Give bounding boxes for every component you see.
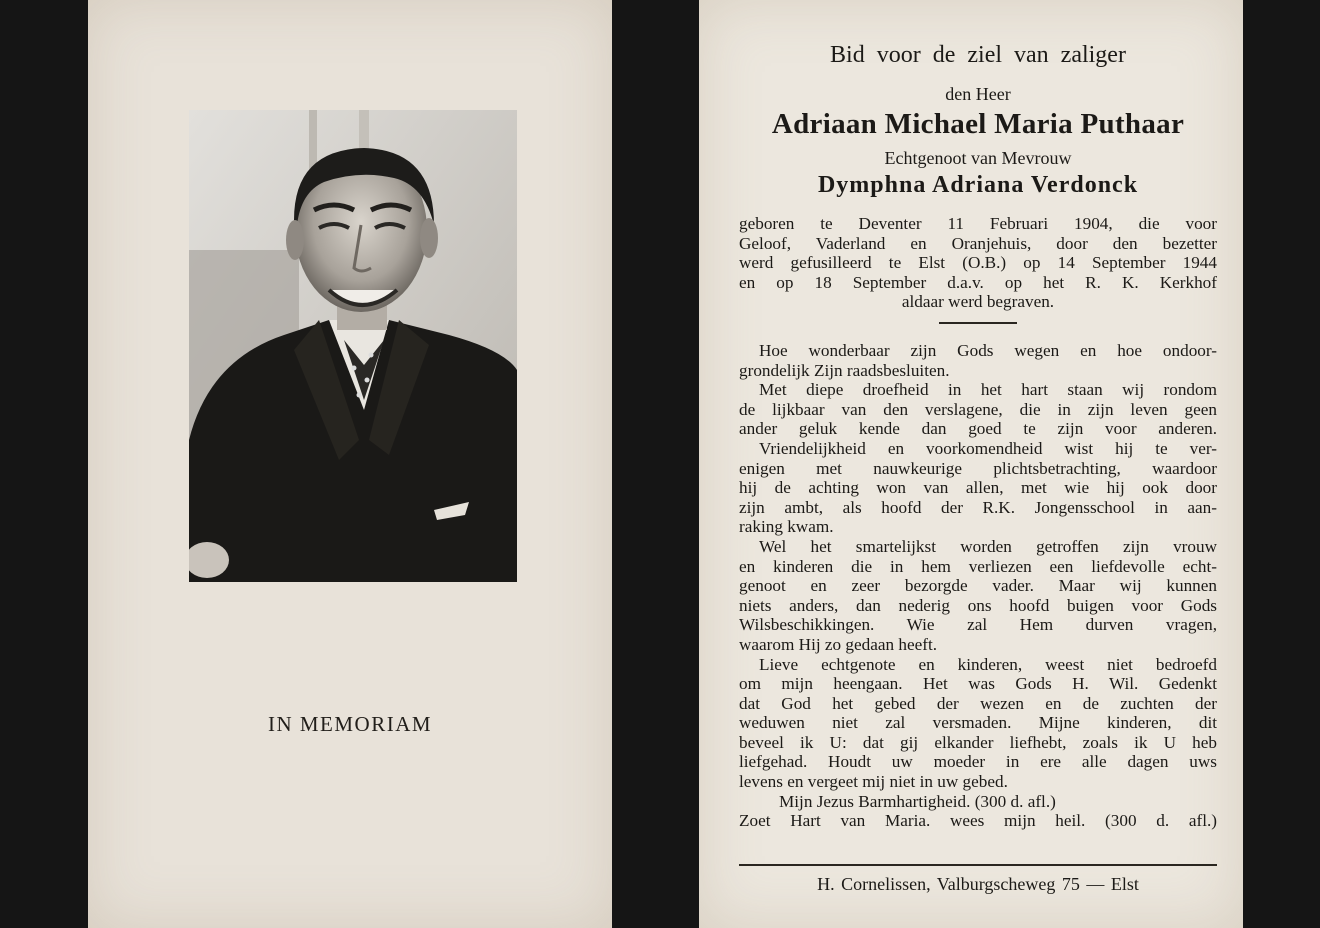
eulogy-line: ander geluk kende dan goed te zijn voor anderen. — [739, 419, 1217, 439]
spouse-name: Dymphna Adriana Verdonck — [817, 172, 1139, 198]
deceased-name: Adriaan Michael Maria Puthaar — [771, 108, 1185, 140]
eulogy-line: om mijn heengaan. Het was Gods H. Wil. Gedenkt — [739, 674, 1217, 694]
eulogy-line: Wilsbeschikkingen. Wie zal Hem durven vragen, — [739, 615, 1217, 635]
eulogy-line: Met diepe droefheid in het hart staan wij rondom — [759, 380, 1217, 400]
prayer-line: Mijn Jezus Barmhartigheid. (300 d. afl.) — [779, 791, 1056, 811]
eulogy-line: raking kwam. — [739, 517, 834, 537]
eulogy-line: Vriendelijkheid en voorkomendheid wist hij te ver- — [759, 438, 1217, 458]
printer-credit: H. Cornelissen, Valburgscheweg 75 — Elst — [817, 874, 1139, 894]
prayer-line: Zoet Hart van Maria. wees mijn heil. (300 d. afl.) — [739, 811, 1217, 831]
eulogy-line: Wel het smartelijkst worden getroffen zijn vrouw — [759, 536, 1217, 556]
eulogy-line: en kinderen die in hem verliezen een liefdevolle echt- — [739, 556, 1217, 576]
portrait-photo — [189, 110, 517, 582]
eulogy-line: Lieve echtgenote en kinderen, weest niet bedroefd — [759, 654, 1217, 674]
eulogy-line: niets anders, dan nederig ons hoofd buigen voor Gods — [739, 595, 1217, 615]
eulogy-line: weduwen niet zal versmaden. Mijne kinderen, dit — [739, 713, 1217, 733]
footer-divider — [739, 864, 1217, 866]
biography — [739, 214, 1217, 312]
eulogy-line: enigen met nauwkeurige plichtsbetrachting, waardoor — [739, 458, 1217, 478]
eulogy-line: dat God het gebed der wezen en de zuchten der — [739, 693, 1217, 713]
eulogy-line: genoot en zeer bezorgde vader. Maar wij kunnen — [739, 576, 1217, 596]
eulogy-line: zijn ambt, als hoofd der R.K. Jongensschool in aan- — [739, 497, 1217, 517]
eulogy-text — [739, 341, 1217, 831]
prayer-heading: Bid voor de ziel van zaliger — [830, 42, 1126, 68]
eulogy-line: levens en vergeet mij niet in uw gebed. — [739, 772, 1008, 792]
bio-line: aldaar werd begraven. — [901, 292, 1055, 312]
honorific: den Heer — [945, 84, 1011, 104]
eulogy-line: Hoe wonderbaar zijn Gods wegen en hoe ondoor- — [759, 341, 1217, 360]
eulogy-line: waarom Hij zo gedaan heeft. — [739, 634, 938, 654]
eulogy-line: hij de achting won van allen, met wie hij ook door — [739, 478, 1217, 498]
divider — [939, 322, 1017, 324]
eulogy-line: beveel ik U: dat gij elkander liefhebt, zoals ik U heb — [739, 732, 1217, 752]
portrait-image — [189, 110, 517, 582]
bio-line: werd gefusilleerd te Elst (O.B.) op 14 September 1944 — [739, 253, 1217, 273]
eulogy-line: grondelijk Zijn raadsbesluiten. — [739, 360, 950, 380]
bio-line: Geloof, Vaderland en Oranjehuis, door den bezetter — [739, 233, 1217, 253]
bio-line: en op 18 September d.a.v. op het R. K. Kerkhof — [739, 272, 1217, 292]
memorial-card-text — [699, 0, 1243, 928]
in-memoriam-title: IN MEMORIAM — [267, 712, 433, 736]
spouse-label: Echtgenoot van Mevrouw — [884, 148, 1072, 168]
eulogy-line: liefgehad. Houdt uw moeder in ere alle dagen uws — [739, 752, 1217, 772]
bio-line: geboren te Deventer 11 Februari 1904, die voor — [739, 214, 1217, 233]
eulogy-line: de lijkbaar van den verslagene, die in zijn leven geen — [739, 399, 1217, 419]
memorial-card-front — [88, 0, 612, 928]
